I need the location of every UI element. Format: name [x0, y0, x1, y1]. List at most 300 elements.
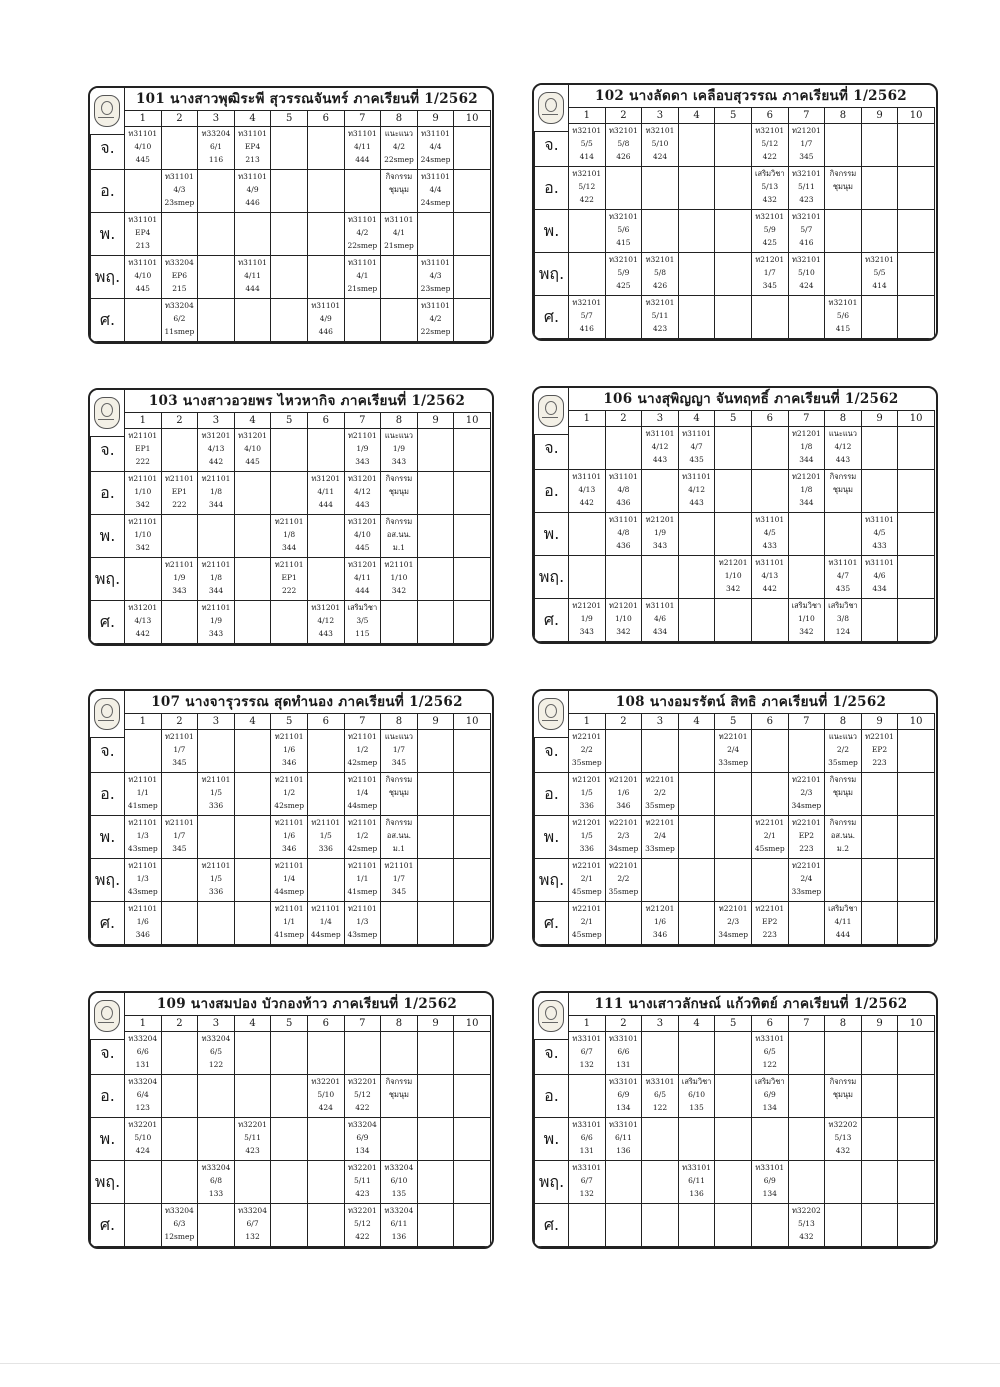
- schedule-cell: [344, 1204, 381, 1247]
- schedule-cell: [898, 1204, 935, 1247]
- room-number: 423: [799, 195, 814, 204]
- schedule-cell: [417, 1075, 454, 1118]
- timetable-card: [532, 83, 938, 341]
- schedule-cell: [642, 253, 679, 296]
- schedule-cell: [642, 1075, 679, 1118]
- schedule-cell: [678, 1032, 715, 1075]
- class-group: ชุมนุม: [832, 182, 853, 191]
- subject-code: ท31201: [238, 431, 267, 440]
- class-group: 4/13: [134, 616, 152, 625]
- schedule-cell: [751, 296, 788, 339]
- subject-code: ท32101: [608, 212, 638, 221]
- schedule-cell: [715, 1075, 752, 1118]
- period-header: 3: [642, 108, 679, 124]
- timetable-card: [88, 388, 494, 646]
- schedule-cell: [569, 210, 606, 253]
- day-row: [91, 299, 491, 342]
- schedule-cell: [344, 256, 381, 299]
- schedule-cell: [569, 902, 606, 945]
- schedule-cell: [417, 816, 454, 859]
- class-group: 4/7: [690, 442, 703, 451]
- schedule-cell: [198, 429, 235, 472]
- schedule-cell: [788, 253, 825, 296]
- schedule-cell: [454, 1118, 491, 1161]
- schedule-cell: [417, 429, 454, 472]
- class-group: 1/4: [319, 917, 332, 926]
- room-number: 346: [652, 930, 668, 939]
- schedule-cell: [271, 1204, 308, 1247]
- period-header: 3: [642, 1016, 679, 1032]
- class-group: 5/12: [353, 1219, 371, 1228]
- schedule-table: [90, 713, 491, 945]
- schedule-table: [90, 1015, 491, 1247]
- schedule-cell: [381, 1118, 418, 1161]
- subject-code: ท31101: [347, 215, 377, 224]
- class-group: 5/8: [617, 139, 630, 148]
- schedule-cell: [678, 859, 715, 902]
- room-number: 436: [616, 541, 631, 550]
- schedule-cell: [678, 427, 715, 470]
- class-group: 5/11: [797, 182, 815, 191]
- schedule-cell: [381, 1075, 418, 1118]
- card-title: 102 นางลัดดา เคลือบสุวรรณ ภาคเรียนที่ 1/2562: [595, 88, 907, 104]
- day-label: ศ.: [535, 902, 569, 945]
- schedule-cell: [605, 1118, 642, 1161]
- period-header: 4: [678, 1016, 715, 1032]
- period-header: 9: [417, 714, 454, 730]
- subject-code: ท32101: [755, 212, 785, 221]
- room-number: 424: [799, 281, 814, 290]
- subject-code: เสริมวิชา: [754, 1077, 785, 1086]
- subject-code: ท22101: [645, 818, 675, 827]
- schedule-cell: [307, 429, 344, 472]
- class-group: 1/2: [356, 745, 369, 754]
- class-group: 1/6: [283, 745, 296, 754]
- subject-code: ท31201: [128, 603, 158, 612]
- day-label: อ.: [91, 773, 125, 816]
- period-header: 6: [307, 714, 344, 730]
- schedule-cell: [234, 1204, 271, 1247]
- class-group: 5/11: [353, 1176, 371, 1185]
- room-number: 443: [835, 455, 851, 464]
- subject-code: เสริมวิชา: [754, 169, 785, 178]
- schedule-cell: [454, 1032, 491, 1075]
- schedule-cell: [271, 902, 308, 945]
- schedule-cell: [417, 859, 454, 902]
- period-header: 1: [125, 413, 162, 429]
- schedule-cell: [788, 124, 825, 167]
- schedule-cell: [344, 558, 381, 601]
- class-group: 1/3: [136, 874, 149, 883]
- period-header: 10: [898, 714, 935, 730]
- day-label: จ.: [535, 427, 569, 470]
- subject-code: ท21201: [791, 472, 821, 481]
- class-group: 4/3: [173, 185, 186, 194]
- schedule-cell: [161, 127, 198, 170]
- schedule-cell: [898, 296, 935, 339]
- period-header: 2: [605, 1016, 642, 1032]
- class-group: 1/6: [653, 917, 667, 926]
- period-header: 3: [642, 714, 679, 730]
- schedule-cell: [898, 1118, 935, 1161]
- schedule-cell: [751, 210, 788, 253]
- room-number: 414: [579, 152, 594, 161]
- period-header: 10: [454, 714, 491, 730]
- schedule-cell: [861, 124, 898, 167]
- room-number: 345: [172, 758, 187, 767]
- class-group: 5/7: [800, 225, 813, 234]
- class-group: 1/10: [134, 487, 152, 496]
- schedule-cell: [898, 470, 935, 513]
- class-group: 6/7: [246, 1219, 259, 1228]
- subject-code: ท31201: [201, 431, 231, 440]
- room-number: 115: [355, 629, 370, 638]
- schedule-cell: [271, 859, 308, 902]
- subject-code: ท22101: [791, 775, 821, 784]
- period-header: 4: [678, 108, 715, 124]
- schedule-cell: [307, 558, 344, 601]
- day-label: พ.: [91, 1118, 125, 1161]
- day-label: พฤ.: [535, 556, 569, 599]
- day-row: [535, 513, 935, 556]
- schedule-cell: [271, 1032, 308, 1075]
- schedule-cell: [751, 1204, 788, 1247]
- day-label: ศ.: [535, 599, 569, 642]
- subject-code: ท31101: [755, 558, 785, 567]
- day-label: ศ.: [535, 1204, 569, 1247]
- class-group: อส.นน.: [830, 831, 855, 840]
- subject-code: ท32201: [238, 1120, 267, 1129]
- page-bottom-rule: [0, 1363, 1000, 1364]
- class-group: 6/8: [209, 1176, 223, 1185]
- day-label: จ.: [91, 127, 125, 170]
- class-group: 2/2: [836, 745, 849, 754]
- room-number: 132: [245, 1232, 260, 1241]
- day-label: พ.: [91, 515, 125, 558]
- subject-code: ท31101: [164, 172, 194, 181]
- schedule-cell: [454, 1161, 491, 1204]
- schedule-cell: [161, 1075, 198, 1118]
- subject-code: ท33204: [164, 1206, 194, 1215]
- schedule-cell: [898, 859, 935, 902]
- schedule-cell: [198, 213, 235, 256]
- period-header: 5: [271, 1016, 308, 1032]
- schedule-cell: [715, 556, 752, 599]
- room-number: 41smep: [127, 801, 158, 810]
- subject-code: ท33204: [201, 1034, 231, 1043]
- schedule-cell: [234, 429, 271, 472]
- room-number: 422: [355, 1232, 370, 1241]
- day-label: อ.: [91, 1075, 125, 1118]
- schedule-cell: [198, 902, 235, 945]
- room-number: 443: [318, 629, 333, 638]
- class-group: 1/8: [209, 487, 223, 496]
- class-group: 1/6: [617, 788, 630, 797]
- card-title: 107 นางจารุวรรณ สุดทำนอง ภาคเรียนที่ 1/2562: [151, 694, 463, 710]
- schedule-cell: [861, 470, 898, 513]
- period-header: 5: [715, 108, 752, 124]
- room-number: 215: [172, 284, 187, 293]
- room-number: 434: [872, 584, 887, 593]
- room-number: 346: [282, 758, 297, 767]
- room-number: 133: [208, 1189, 224, 1198]
- school-emblem-icon: [90, 691, 125, 738]
- schedule-cell: [788, 773, 825, 816]
- subject-code: ท32201: [311, 1077, 341, 1086]
- subject-code: ท21101: [128, 861, 158, 870]
- schedule-cell: [569, 1075, 606, 1118]
- schedule-cell: [271, 256, 308, 299]
- schedule-cell: [788, 167, 825, 210]
- subject-code: ท21101: [164, 560, 194, 569]
- day-row: [91, 816, 491, 859]
- day-row: [535, 210, 935, 253]
- class-group: 5/10: [651, 139, 669, 148]
- period-header: 3: [198, 1016, 235, 1032]
- school-emblem-icon: [534, 691, 569, 738]
- room-number: 43smep: [127, 844, 158, 853]
- room-number: 422: [355, 1103, 370, 1112]
- schedule-cell: [678, 730, 715, 773]
- schedule-cell: [678, 296, 715, 339]
- schedule-cell: [161, 773, 198, 816]
- schedule-cell: [898, 210, 935, 253]
- class-group: 6/11: [614, 1133, 632, 1142]
- subject-code: กิจกรรม: [385, 775, 413, 784]
- schedule-cell: [788, 902, 825, 945]
- class-group: EP1: [135, 444, 151, 453]
- schedule-cell: [381, 127, 418, 170]
- schedule-cell: [271, 127, 308, 170]
- class-group: EP1: [281, 573, 297, 582]
- day-row: [535, 167, 935, 210]
- class-group: 1/1: [283, 917, 296, 926]
- subject-code: ท22101: [572, 904, 602, 913]
- subject-code: ท22101: [865, 732, 894, 741]
- class-group: EP2: [798, 831, 814, 840]
- room-number: 445: [135, 284, 150, 293]
- period-header: 7: [788, 411, 825, 427]
- subject-code: ท21201: [645, 904, 675, 913]
- schedule-cell: [161, 472, 198, 515]
- schedule-cell: [715, 816, 752, 859]
- class-group: 4/9: [319, 314, 332, 323]
- subject-code: กิจกรรม: [385, 517, 413, 526]
- schedule-cell: [861, 773, 898, 816]
- class-group: EP2: [871, 745, 888, 754]
- day-label: พฤ.: [91, 256, 125, 299]
- schedule-cell: [715, 902, 752, 945]
- room-number: 416: [799, 238, 814, 247]
- subject-code: ท21101: [311, 818, 341, 827]
- room-number: 342: [135, 500, 150, 509]
- day-label: จ.: [535, 124, 569, 167]
- day-row: [535, 1118, 935, 1161]
- room-number: 131: [135, 1060, 150, 1069]
- schedule-cell: [344, 1161, 381, 1204]
- subject-code: ท31101: [421, 129, 450, 138]
- period-header: 6: [307, 111, 344, 127]
- class-group: 1/9: [392, 444, 405, 453]
- schedule-cell: [271, 429, 308, 472]
- class-group: 5/6: [617, 225, 630, 234]
- schedule-cell: [161, 816, 198, 859]
- schedule-cell: [234, 1118, 271, 1161]
- room-number: 345: [391, 758, 407, 767]
- day-label: อ.: [535, 470, 569, 513]
- timetable-card: [88, 86, 494, 344]
- schedule-cell: [825, 902, 862, 945]
- period-header: 4: [234, 1016, 271, 1032]
- subject-code: ท21201: [645, 515, 675, 524]
- room-number: 23smep: [164, 198, 195, 207]
- subject-code: ท22101: [718, 904, 748, 913]
- schedule-cell: [381, 601, 418, 644]
- subject-code: ท22101: [791, 861, 821, 870]
- subject-code: ท22101: [791, 818, 821, 827]
- room-number: 44smep: [274, 887, 305, 896]
- card-title: 108 นางอมรรัตน์ สิทธิ ภาคเรียนที่ 1/2562: [615, 694, 887, 710]
- day-row: [535, 902, 935, 945]
- subject-code: ท31101: [421, 301, 450, 310]
- subject-code: ท21101: [347, 818, 377, 827]
- subject-code: ท33204: [128, 1034, 158, 1043]
- schedule-cell: [751, 470, 788, 513]
- schedule-cell: [788, 296, 825, 339]
- period-header: 10: [898, 108, 935, 124]
- subject-code: ท21201: [608, 775, 638, 784]
- schedule-cell: [715, 1118, 752, 1161]
- class-group: 1/7: [173, 745, 186, 754]
- room-number: 342: [616, 627, 631, 636]
- schedule-cell: [825, 730, 862, 773]
- schedule-cell: [825, 859, 862, 902]
- schedule-cell: [125, 902, 162, 945]
- schedule-cell: [307, 730, 344, 773]
- subject-code: กิจกรรม: [829, 472, 857, 481]
- room-number: 414: [872, 281, 887, 290]
- period-header: 6: [307, 1016, 344, 1032]
- subject-code: ท31101: [347, 258, 377, 267]
- room-number: 426: [616, 152, 631, 161]
- schedule-cell: [307, 170, 344, 213]
- schedule-cell: [898, 124, 935, 167]
- room-number: 22smep: [347, 241, 378, 250]
- schedule-cell: [344, 170, 381, 213]
- schedule-cell: [678, 1204, 715, 1247]
- period-header: 2: [605, 714, 642, 730]
- schedule-table: [90, 110, 491, 342]
- subject-code: ท33101: [608, 1120, 638, 1129]
- schedule-cell: [381, 730, 418, 773]
- card-title: 106 นางสุพิญญา จันทฤทธิ์ ภาคเรียนที่ 1/2562: [603, 391, 899, 407]
- class-group: 1/7: [173, 831, 186, 840]
- subject-code: กิจกรรม: [829, 169, 857, 178]
- subject-code: ท21101: [384, 861, 414, 870]
- period-header: 7: [344, 111, 381, 127]
- schedule-cell: [198, 515, 235, 558]
- subject-code: ท32201: [347, 1077, 377, 1086]
- subject-code: ท32202: [791, 1206, 821, 1215]
- class-group: 1/2: [356, 831, 369, 840]
- period-header: 1: [569, 1016, 606, 1032]
- schedule-cell: [271, 299, 308, 342]
- schedule-cell: [751, 902, 788, 945]
- schedule-cell: [569, 599, 606, 642]
- subject-code: ท31101: [238, 172, 267, 181]
- schedule-cell: [417, 299, 454, 342]
- schedule-cell: [605, 1204, 642, 1247]
- schedule-cell: [569, 470, 606, 513]
- class-group: 4/7: [836, 571, 849, 580]
- period-header: 5: [715, 714, 752, 730]
- subject-code: ท22101: [608, 818, 638, 827]
- schedule-cell: [344, 730, 381, 773]
- subject-code: ท21101: [384, 560, 414, 569]
- day-row: [91, 1118, 491, 1161]
- room-number: 336: [579, 844, 594, 853]
- schedule-cell: [642, 859, 679, 902]
- schedule-cell: [751, 1161, 788, 1204]
- schedule-cell: [307, 1075, 344, 1118]
- schedule-cell: [825, 1204, 862, 1247]
- schedule-cell: [307, 1161, 344, 1204]
- subject-code: ท33204: [201, 1163, 231, 1172]
- class-group: 2/3: [800, 788, 813, 797]
- subject-code: ท21201: [572, 818, 602, 827]
- class-group: 4/11: [244, 271, 261, 280]
- period-header: 4: [234, 413, 271, 429]
- schedule-cell: [569, 296, 606, 339]
- subject-code: ท32101: [755, 126, 785, 135]
- class-group: 2/2: [653, 788, 667, 797]
- day-row: [535, 599, 935, 642]
- subject-code: ท22101: [608, 861, 638, 870]
- subject-code: ท31101: [347, 129, 377, 138]
- period-header: 6: [751, 714, 788, 730]
- subject-code: ท21101: [201, 603, 231, 612]
- class-group: 4/10: [134, 142, 152, 151]
- room-number: 23smep: [420, 284, 451, 293]
- schedule-cell: [161, 1161, 198, 1204]
- schedule-cell: [381, 816, 418, 859]
- period-header: 4: [234, 111, 271, 127]
- class-group: 4/12: [651, 442, 669, 451]
- day-label: จ.: [535, 730, 569, 773]
- schedule-cell: [125, 1118, 162, 1161]
- subject-code: ท31101: [645, 429, 675, 438]
- day-label: อ.: [91, 472, 125, 515]
- schedule-cell: [825, 210, 862, 253]
- schedule-cell: [307, 1118, 344, 1161]
- schedule-cell: [271, 170, 308, 213]
- room-number: 426: [652, 281, 668, 290]
- period-header: 1: [569, 714, 606, 730]
- schedule-cell: [569, 513, 606, 556]
- day-row: [91, 859, 491, 902]
- day-row: [91, 472, 491, 515]
- room-number: 344: [799, 455, 814, 464]
- schedule-cell: [788, 513, 825, 556]
- class-group: 5/11: [244, 1133, 261, 1142]
- schedule-cell: [198, 601, 235, 644]
- schedule-cell: [825, 124, 862, 167]
- period-header: 2: [161, 1016, 198, 1032]
- subject-code: ท21101: [201, 560, 231, 569]
- class-group: 6/9: [617, 1090, 630, 1099]
- schedule-cell: [678, 513, 715, 556]
- room-number: 443: [652, 455, 668, 464]
